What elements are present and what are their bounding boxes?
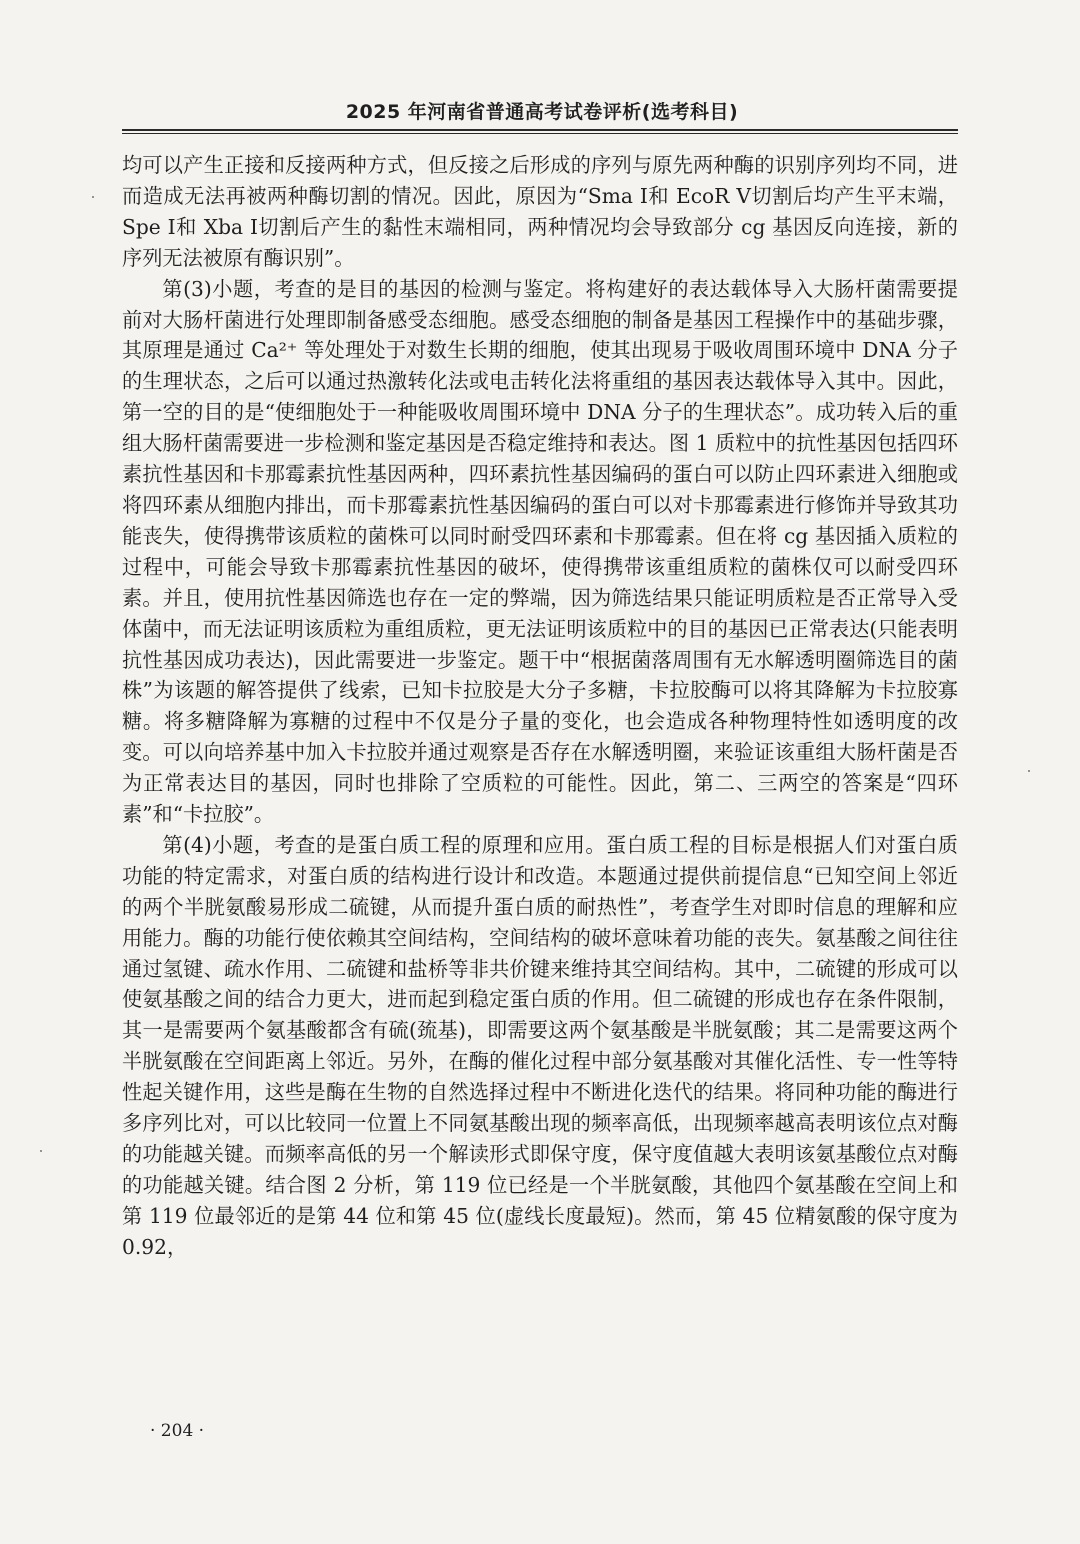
paragraph-question-3: 第(3)小题，考查的是目的基因的检测与鉴定。将构建好的表达载体导入大肠杆菌需要提前对大肠杆菌进行处理即制备感受态细胞。感受态细胞的制备是基因工程操作中的基础步骤，其原理是通过 Ca²⁺ 等处理处于对数生长期的细胞，使其出现易于吸收周围环境中 DNA 分子的生理状态，之后可以通过热激转化法或电击转化法将重组的基因表达载体导入其中。因此，第一空的目的是“使细胞处于一种能吸收周围环境中 DNA 分子的生理状态”。成功转入后的重组大肠杆菌需要进一步检测和鉴定基因是否稳定维持和表达。图 1 质粒中的抗性基因包括四环素抗性基因和卡那霉素抗性基因两种，四环素抗性基因编码的蛋白可以防止四环素进入细胞或将四环素从细胞内排出，而卡那霉素抗性基因编码的蛋白可以对卡那霉素进行修饰并导致其功能丧失，使得携带该质粒的菌株可以同时耐受四环素和卡那霉素。但在将 cg 基因插入质粒的过程中，可能会导致卡那霉素抗性基因的破坏，使得携带该重组质粒的菌株仅可以耐受四环素。并且，使用抗性基因筛选也存在一定的弊端，因为筛选结果只能证明质粒是否正常导入受体菌中，而无法证明该质粒为重组质粒，更无法证明该质粒中的目的基因已正常表达(只能表明抗性基因成功表达)，因此需要进一步鉴定。题干中“根据菌落周围有无水解透明圈筛选目的菌株”为该题的解答提供了线索，已知卡拉胶是大分子多糖，卡拉胶酶可以将其降解为卡拉胶寡糖。将多糖降解为寡糖的过程中不仅是分子量的变化，也会造成各种物理特性如透明度的改变。可以向培养基中加入卡拉胶并通过观察是否存在水解透明圈，来验证该重组大肠杆菌是否为正常表达目的基因，同时也排除了空质粒的可能性。因此，第二、三两空的答案是“四环素”和“卡拉胶”。	[122, 276, 958, 827]
page-number: · 204 ·	[150, 1421, 205, 1441]
scan-speck	[40, 1150, 42, 1152]
body-text	[122, 150, 958, 1263]
header-rule-thick	[122, 129, 958, 131]
paragraph-question-4: 第(4)小题，考查的是蛋白质工程的原理和应用。蛋白质工程的目标是根据人们对蛋白质功能的特定需求，对蛋白质的结构进行设计和改造。本题通过提供前提信息“已知空间上邻近的两个半胱氨酸易形成二硫键，从而提升蛋白质的耐热性”，考查学生对即时信息的理解和应用能力。酶的功能行使依赖其空间结构，空间结构的破坏意味着功能的丧失。氨基酸之间往往通过氢键、疏水作用、二硫键和盐桥等非共价键来维持其空间结构。其中，二硫键的形成可以使氨基酸之间的结合力更大，进而起到稳定蛋白质的作用。但二硫键的形成也存在条件限制，其一是需要两个氨基酸都含有硫(巯基)，即需要这两个氨基酸是半胱氨酸；其二是需要这两个半胱氨酸在空间距离上邻近。另外，在酶的催化过程中部分氨基酸对其催化活性、专一性等特性起关键作用，这些是酶在生物的自然选择过程中不断进化迭代的结果。将同种功能的酶进行多序列比对，可以比较同一位置上不同氨基酸出现的频率高低，出现频率越高表明该位点对酶的功能越关键。而频率高低的另一个解读形式即保守度，保守度值越大表明该氨基酸位点对酶的功能越关键。结合图 2 分析，第 119 位已经是一个半胱氨酸，其他四个氨基酸在空间上和第 119 位最邻近的是第 44 位和第 45 位(虚线长度最短)。然而，第 45 位精氨酸的保守度为 0.92，	[122, 832, 958, 1259]
paragraph-continuation: 均可以产生正接和反接两种方式，但反接之后形成的序列与原先两种酶的识别序列均不同，进而造成无法再被两种酶切割的情况。因此，原因为“Sma Ⅰ和 EcoR Ⅴ切割后均产生平末端，Spe Ⅰ和 Xba Ⅰ切割后产生的黏性末端相同，两种情况均会导致部分 cg 基因反向连接，新的序列无法被原有酶识别”。	[122, 153, 958, 270]
header-rule-thin	[122, 133, 958, 134]
scan-speck	[1028, 770, 1030, 772]
scan-speck	[92, 196, 94, 198]
running-header: 2025 年河南省普通高考试卷评析(选考科目)	[345, 101, 739, 123]
